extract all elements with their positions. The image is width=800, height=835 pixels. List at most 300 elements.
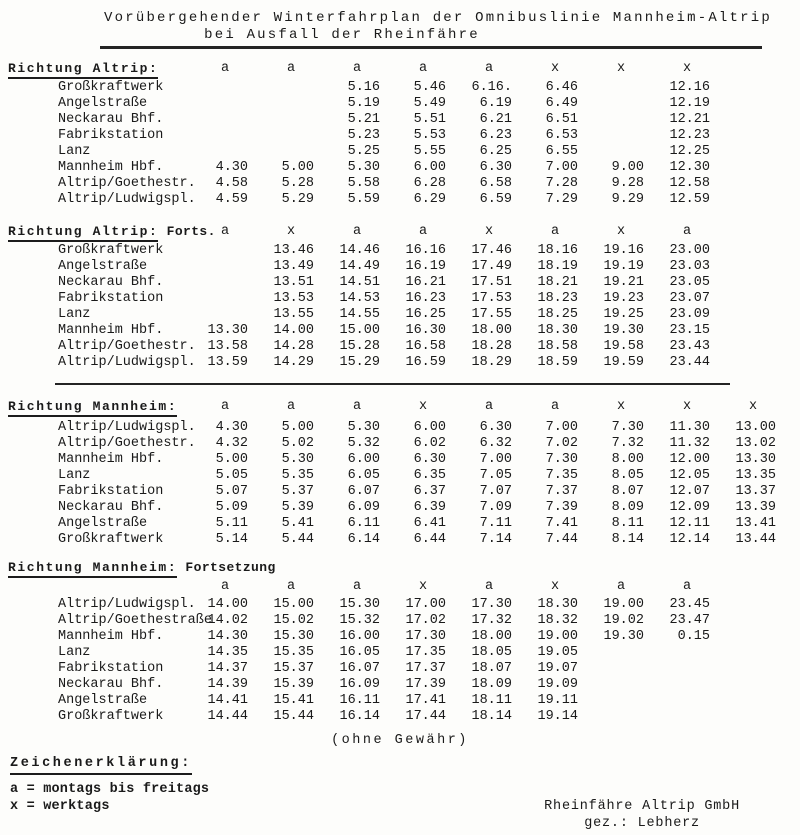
time-cell: 16.11	[339, 692, 380, 708]
time-cell: 6.49	[545, 95, 578, 111]
time-cell: 5.14	[215, 531, 248, 547]
time-cell: 11.30	[669, 419, 710, 435]
time-cell: 14.53	[339, 290, 380, 306]
time-cell: 5.35	[281, 467, 314, 483]
time-cell: 12.21	[669, 111, 710, 127]
time-cell: 14.39	[207, 676, 248, 692]
time-cell: 16.00	[339, 628, 380, 644]
timetable-section	[0, 224, 800, 371]
time-cell: 6.14	[347, 531, 380, 547]
station-name: Neckarau Bhf.	[58, 111, 164, 127]
title-underline-rule	[100, 46, 762, 49]
time-cell: 15.35	[273, 644, 314, 660]
station-name: Angelstraße	[58, 95, 148, 111]
station-name: Fabrikstation	[58, 660, 164, 676]
day-code-header: a	[352, 578, 362, 594]
station-name: Neckarau Bhf.	[58, 499, 164, 515]
time-cell: 6.25	[479, 143, 512, 159]
day-code-header: a	[616, 578, 626, 594]
day-code-header: a	[220, 223, 230, 239]
time-cell: 5.00	[281, 419, 314, 435]
time-cell: 18.58	[537, 338, 578, 354]
timetable-row	[0, 532, 800, 548]
time-cell: 19.05	[537, 644, 578, 660]
time-cell	[598, 144, 664, 160]
time-cell: 17.32	[471, 612, 512, 628]
time-cell: 5.58	[347, 175, 380, 191]
time-cell: 5.41	[281, 515, 314, 531]
time-cell: 17.53	[471, 290, 512, 306]
time-cell: 5.21	[347, 111, 380, 127]
time-cell: 5.39	[281, 499, 314, 515]
timetable-row	[0, 144, 800, 160]
document-title-line-2: bei Ausfall der Rheinfähre	[204, 27, 480, 43]
time-cell: 17.55	[471, 306, 512, 322]
disclaimer-text: (ohne Gewähr)	[331, 732, 469, 748]
time-cell: 8.00	[611, 451, 644, 467]
day-code-row	[0, 579, 800, 595]
time-cell: 5.30	[347, 419, 380, 435]
day-code-header: a	[220, 60, 230, 76]
time-cell: 8.05	[611, 467, 644, 483]
timetable-row	[0, 160, 800, 176]
time-cell: 5.46	[413, 79, 446, 95]
time-cell: 7.37	[545, 483, 578, 499]
legend-title-text: Zeichenerklärung:	[10, 756, 192, 775]
time-cell: 12.23	[669, 127, 710, 143]
station-name: Neckarau Bhf.	[58, 274, 164, 290]
timetable-row	[0, 291, 800, 307]
time-cell: 18.19	[537, 258, 578, 274]
time-cell: 14.02	[207, 612, 248, 628]
time-cell	[598, 112, 664, 128]
time-cell: 23.09	[669, 306, 710, 322]
station-name: Angelstraße	[58, 515, 148, 531]
time-cell: 19.09	[537, 676, 578, 692]
timetable-row	[0, 677, 800, 693]
time-cell: 5.23	[347, 127, 380, 143]
time-cell: 18.28	[471, 338, 512, 354]
time-cell: 16.09	[339, 676, 380, 692]
time-cell: 15.00	[273, 596, 314, 612]
time-cell: 5.07	[215, 483, 248, 499]
time-cell: 5.30	[281, 451, 314, 467]
time-cell: 23.15	[669, 322, 710, 338]
time-cell: 6.46	[545, 79, 578, 95]
time-cell	[268, 144, 334, 160]
time-cell	[202, 291, 268, 307]
time-cell	[202, 96, 268, 112]
time-cell: 12.05	[669, 467, 710, 483]
time-cell: 19.07	[537, 660, 578, 676]
time-cell: 15.44	[273, 708, 314, 724]
station-name: Angelstraße	[58, 258, 148, 274]
day-code-header: x	[286, 223, 296, 239]
time-cell: 5.09	[215, 499, 248, 515]
section-title	[0, 559, 276, 577]
time-cell: 18.29	[471, 354, 512, 370]
time-cell: 6.55	[545, 143, 578, 159]
time-cell: 23.45	[669, 596, 710, 612]
section-title	[0, 399, 202, 416]
timetable-section	[0, 560, 800, 725]
time-cell: 6.37	[413, 483, 446, 499]
station-name: Lanz	[58, 467, 91, 483]
time-cell: 6.00	[413, 419, 446, 435]
time-cell: 23.44	[669, 354, 710, 370]
time-cell: 7.05	[479, 467, 512, 483]
time-cell: 16.25	[405, 306, 446, 322]
time-cell: 13.49	[273, 258, 314, 274]
time-cell: 19.02	[603, 612, 644, 628]
time-cell: 6.16.	[471, 79, 512, 95]
station-name: Mannheim Hbf.	[58, 322, 164, 338]
time-cell: 6.11	[347, 515, 380, 531]
time-cell: 13.55	[273, 306, 314, 322]
time-cell: 14.46	[339, 242, 380, 258]
time-cell: 18.00	[471, 628, 512, 644]
day-code-header: x	[550, 578, 560, 594]
section-title-text: Richtung Mannheim:	[8, 399, 177, 417]
station-name: Altrip/Ludwigspl.	[58, 354, 196, 370]
time-cell: 13.41	[735, 515, 776, 531]
time-cell: 5.28	[281, 175, 314, 191]
time-cell: 13.44	[735, 531, 776, 547]
timetable-row	[0, 661, 800, 677]
legend-title	[10, 756, 209, 772]
time-cell	[268, 112, 334, 128]
time-cell: 6.05	[347, 467, 380, 483]
time-cell: 7.30	[611, 419, 644, 435]
time-cell: 17.46	[471, 242, 512, 258]
time-cell: 13.39	[735, 499, 776, 515]
time-cell: 14.49	[339, 258, 380, 274]
time-cell: 12.00	[669, 451, 710, 467]
timetable-sections	[0, 61, 800, 725]
time-cell: 13.02	[735, 435, 776, 451]
time-cell: 8.07	[611, 483, 644, 499]
timetable-row	[0, 128, 800, 144]
time-cell: 16.21	[405, 274, 446, 290]
time-cell: 11.32	[669, 435, 710, 451]
time-cell	[268, 128, 334, 144]
time-cell: 5.02	[281, 435, 314, 451]
time-cell: 18.00	[471, 322, 512, 338]
timetable-row	[0, 192, 800, 208]
time-cell: 17.39	[405, 676, 446, 692]
timetable-row	[0, 613, 800, 629]
time-cell: 6.00	[347, 451, 380, 467]
time-cell: 12.25	[669, 143, 710, 159]
time-cell: 5.49	[413, 95, 446, 111]
time-cell: 4.58	[215, 175, 248, 191]
time-cell: 18.30	[537, 322, 578, 338]
time-cell: 6.30	[413, 451, 446, 467]
day-code-header: a	[682, 578, 692, 594]
day-code-header: x	[616, 398, 626, 414]
day-code-header: x	[616, 223, 626, 239]
time-cell: 19.21	[603, 274, 644, 290]
timetable-row	[0, 629, 800, 645]
time-cell	[664, 693, 730, 709]
time-cell: 12.07	[669, 483, 710, 499]
time-cell	[664, 709, 730, 725]
timetable-row	[0, 597, 800, 613]
time-cell: 16.30	[405, 322, 446, 338]
day-code-header: x	[418, 578, 428, 594]
time-cell: 7.07	[479, 483, 512, 499]
station-name: Altrip/Ludwigspl.	[58, 596, 196, 612]
time-cell: 17.30	[471, 596, 512, 612]
time-cell: 19.59	[603, 354, 644, 370]
time-cell: 15.29	[339, 354, 380, 370]
time-cell: 5.59	[347, 191, 380, 207]
time-cell: 5.00	[281, 159, 314, 175]
time-cell: 13.59	[207, 354, 248, 370]
section-header-row	[0, 61, 800, 78]
time-cell: 16.05	[339, 644, 380, 660]
time-cell: 6.19	[479, 95, 512, 111]
time-cell: 6.30	[479, 419, 512, 435]
time-cell: 19.58	[603, 338, 644, 354]
time-cell: 6.35	[413, 467, 446, 483]
time-cell: 7.32	[611, 435, 644, 451]
time-cell: 5.37	[281, 483, 314, 499]
time-cell	[202, 307, 268, 323]
time-cell: 13.51	[273, 274, 314, 290]
time-cell: 6.30	[479, 159, 512, 175]
document-title-block	[0, 10, 800, 49]
timetable-row	[0, 693, 800, 709]
day-code-header: a	[550, 398, 560, 414]
signature-block	[544, 798, 740, 832]
time-cell: 17.44	[405, 708, 446, 724]
time-cell: 17.49	[471, 258, 512, 274]
time-cell: 7.39	[545, 499, 578, 515]
time-cell	[598, 80, 664, 96]
time-cell: 19.00	[537, 628, 578, 644]
time-cell: 15.30	[273, 628, 314, 644]
time-cell: 9.00	[611, 159, 644, 175]
day-code-header: a	[220, 398, 230, 414]
time-cell: 7.30	[545, 451, 578, 467]
time-cell: 15.30	[339, 596, 380, 612]
document-title-line-1: Vorübergehender Winterfahrplan der Omnibuslinie Mannheim-Altrip	[104, 10, 772, 26]
time-cell: 0.15	[677, 628, 710, 644]
day-code-header: a	[484, 398, 494, 414]
section-title	[0, 61, 202, 78]
time-cell: 7.02	[545, 435, 578, 451]
time-cell: 19.25	[603, 306, 644, 322]
time-cell: 7.41	[545, 515, 578, 531]
time-cell	[664, 677, 730, 693]
time-cell: 5.32	[347, 435, 380, 451]
timetable-row	[0, 645, 800, 661]
time-cell: 12.30	[669, 159, 710, 175]
station-name: Altrip/Goethestraße	[58, 612, 212, 628]
time-cell: 15.39	[273, 676, 314, 692]
time-cell: 23.05	[669, 274, 710, 290]
station-name: Neckarau Bhf.	[58, 676, 164, 692]
time-cell: 18.32	[537, 612, 578, 628]
time-cell: 5.25	[347, 143, 380, 159]
timetable-row	[0, 176, 800, 192]
section-title-suffix: Fortsetzung	[177, 559, 276, 575]
time-cell: 15.02	[273, 612, 314, 628]
time-cell: 12.19	[669, 95, 710, 111]
station-name: Altrip/Goethestr.	[58, 435, 196, 451]
day-code-header: a	[484, 60, 494, 76]
time-cell: 18.25	[537, 306, 578, 322]
station-name: Lanz	[58, 644, 91, 660]
time-cell: 19.30	[603, 628, 644, 644]
time-cell: 6.51	[545, 111, 578, 127]
time-cell	[664, 645, 730, 661]
timetable-row	[0, 112, 800, 128]
time-cell: 14.44	[207, 708, 248, 724]
day-code-header: a	[352, 60, 362, 76]
time-cell: 16.07	[339, 660, 380, 676]
time-cell	[268, 80, 334, 96]
station-name: Mannheim Hbf.	[58, 628, 164, 644]
time-cell	[598, 128, 664, 144]
time-cell: 6.39	[413, 499, 446, 515]
section-divider-rule	[55, 383, 730, 385]
time-cell: 6.09	[347, 499, 380, 515]
time-cell: 16.16	[405, 242, 446, 258]
time-cell	[664, 661, 730, 677]
time-cell: 18.16	[537, 242, 578, 258]
time-cell: 15.41	[273, 692, 314, 708]
day-code-header: a	[418, 60, 428, 76]
legend-block	[10, 756, 209, 815]
day-code-header: x	[682, 60, 692, 76]
station-name: Mannheim Hbf.	[58, 451, 164, 467]
station-name: Lanz	[58, 143, 91, 159]
time-cell: 6.21	[479, 111, 512, 127]
signature-signed-by: gez.: Lebherz	[584, 815, 700, 831]
time-cell: 12.14	[669, 531, 710, 547]
time-cell: 9.28	[611, 175, 644, 191]
time-cell: 13.30	[207, 322, 248, 338]
timetable-row	[0, 275, 800, 291]
section-title	[0, 223, 216, 241]
time-cell: 13.46	[273, 242, 314, 258]
station-name: Großkraftwerk	[58, 79, 164, 95]
time-cell: 18.11	[471, 692, 512, 708]
time-cell	[202, 243, 268, 259]
time-cell: 6.07	[347, 483, 380, 499]
day-code-header: a	[484, 578, 494, 594]
day-code-header: a	[352, 398, 362, 414]
time-cell: 14.00	[207, 596, 248, 612]
time-cell: 18.09	[471, 676, 512, 692]
timetable-row	[0, 355, 800, 371]
time-cell: 14.37	[207, 660, 248, 676]
time-cell: 12.58	[669, 175, 710, 191]
footer-area	[0, 756, 800, 832]
time-cell: 7.00	[545, 419, 578, 435]
day-code-header: x	[748, 398, 758, 414]
time-cell: 4.30	[215, 419, 248, 435]
time-cell: 5.00	[215, 451, 248, 467]
section-title-text: Richtung Mannheim:	[8, 560, 177, 578]
time-cell: 5.44	[281, 531, 314, 547]
time-cell: 19.16	[603, 242, 644, 258]
time-cell: 16.19	[405, 258, 446, 274]
timetable-row	[0, 516, 800, 532]
time-cell: 12.11	[669, 515, 710, 531]
time-cell: 13.35	[735, 467, 776, 483]
station-name: Großkraftwerk	[58, 242, 164, 258]
day-code-header: a	[220, 578, 230, 594]
timetable-row	[0, 468, 800, 484]
time-cell: 23.43	[669, 338, 710, 354]
time-cell: 8.09	[611, 499, 644, 515]
timetable-row	[0, 243, 800, 259]
time-cell: 18.14	[471, 708, 512, 724]
time-cell: 13.30	[735, 451, 776, 467]
time-cell: 17.35	[405, 644, 446, 660]
time-cell: 23.47	[669, 612, 710, 628]
time-cell	[598, 693, 664, 709]
section-header-row	[0, 560, 800, 577]
timetable-row	[0, 452, 800, 468]
time-cell: 17.00	[405, 596, 446, 612]
day-code-header: a	[352, 223, 362, 239]
time-cell: 12.09	[669, 499, 710, 515]
time-cell: 14.51	[339, 274, 380, 290]
timetable-row	[0, 420, 800, 436]
time-cell: 17.30	[405, 628, 446, 644]
time-cell: 15.37	[273, 660, 314, 676]
station-name: Angelstraße	[58, 692, 148, 708]
timetable-row	[0, 436, 800, 452]
time-cell: 7.00	[479, 451, 512, 467]
time-cell: 13.00	[735, 419, 776, 435]
station-name: Altrip/Goethestr.	[58, 175, 196, 191]
timetable-section	[0, 61, 800, 208]
day-code-header: x	[484, 223, 494, 239]
section-title-suffix: Forts.	[158, 223, 216, 239]
station-name: Lanz	[58, 306, 91, 322]
time-cell: 7.09	[479, 499, 512, 515]
section-header-row	[0, 224, 800, 241]
time-cell	[598, 709, 664, 725]
time-cell: 5.29	[281, 191, 314, 207]
time-cell	[598, 677, 664, 693]
time-cell: 14.30	[207, 628, 248, 644]
time-cell: 23.07	[669, 290, 710, 306]
station-name: Mannheim Hbf.	[58, 159, 164, 175]
time-cell: 6.29	[413, 191, 446, 207]
time-cell: 14.28	[273, 338, 314, 354]
time-cell: 14.00	[273, 322, 314, 338]
time-cell: 5.16	[347, 79, 380, 95]
time-cell: 17.37	[405, 660, 446, 676]
time-cell	[202, 144, 268, 160]
time-cell	[202, 112, 268, 128]
station-name: Altrip/Ludwigspl.	[58, 419, 196, 435]
time-cell: 5.11	[215, 515, 248, 531]
day-code-header: a	[418, 223, 428, 239]
time-cell: 6.44	[413, 531, 446, 547]
time-cell: 7.14	[479, 531, 512, 547]
time-cell: 8.14	[611, 531, 644, 547]
time-cell: 18.30	[537, 596, 578, 612]
day-code-header: x	[550, 60, 560, 76]
time-cell: 7.35	[545, 467, 578, 483]
